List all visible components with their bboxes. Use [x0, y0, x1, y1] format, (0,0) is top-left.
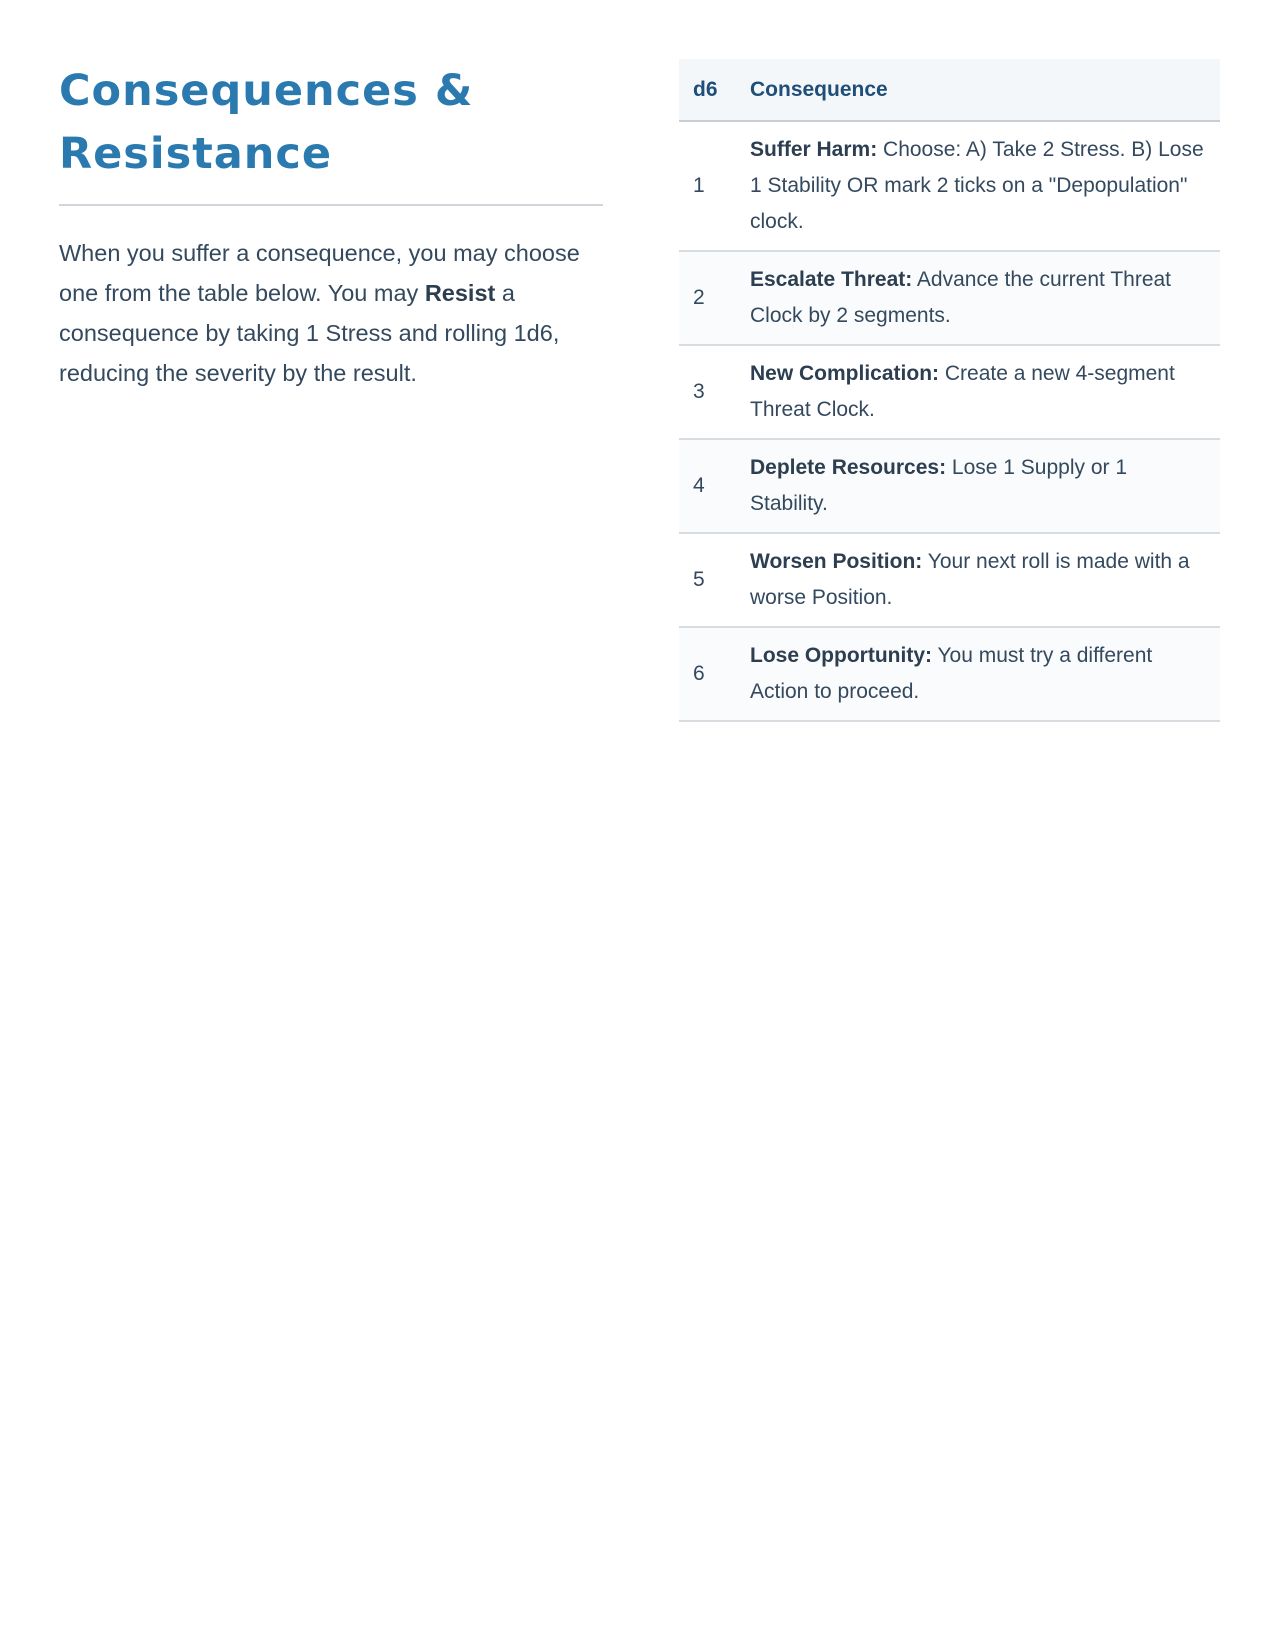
- consequence-cell: [736, 251, 1220, 345]
- consequence-description: Your next roll is made with a worse Position.: [750, 550, 1190, 609]
- resist-keyword: Resist: [424, 280, 496, 306]
- table-row: [679, 251, 1220, 345]
- consequence-name: Worsen Position:: [750, 550, 923, 573]
- consequence-table: [679, 59, 1220, 722]
- consequence-description: You must try a different Action to proceed.: [750, 644, 1153, 703]
- left-column: [59, 60, 603, 393]
- consequence-description: Create a new 4-segment Threat Clock.: [750, 362, 1175, 421]
- consequence-name: New Complication:: [750, 362, 940, 385]
- roll-number: 5: [679, 533, 736, 627]
- table-row: [679, 627, 1220, 721]
- header-consequence: Consequence: [736, 59, 1220, 121]
- consequence-cell: [736, 533, 1220, 627]
- consequence-cell: [736, 345, 1220, 439]
- table-row: [679, 121, 1220, 251]
- consequence-cell: [736, 121, 1220, 251]
- consequence-name: Escalate Threat:: [750, 268, 913, 291]
- consequence-name: Suffer Harm:: [750, 138, 878, 161]
- roll-number: 3: [679, 345, 736, 439]
- table-row: [679, 533, 1220, 627]
- consequence-cell: [736, 439, 1220, 533]
- consequence-description: Lose 1 Supply or 1 Stability.: [750, 456, 1128, 515]
- consequence-description: Choose: A) Take 2 Stress. B) Lose 1 Stability OR mark 2 ticks on a "Depopulation" clock.: [750, 138, 1204, 233]
- consequence-name: Lose Opportunity:: [750, 644, 932, 667]
- table-header-row: [679, 59, 1220, 121]
- table-header: [679, 59, 1220, 121]
- roll-number: 1: [679, 121, 736, 251]
- intro-text-start: When you suffer a consequence, you may choose one from the table below. You may: [59, 240, 580, 306]
- intro-text-end: a consequence by taking 1 Stress and rolling 1d6, reducing the severity by the result.: [59, 280, 560, 386]
- intro-paragraph: [59, 233, 603, 393]
- consequence-name: Deplete Resources:: [750, 456, 947, 479]
- consequence-description: Advance the current Threat Clock by 2 segments.: [750, 268, 1172, 327]
- roll-number: 2: [679, 251, 736, 345]
- table-row: [679, 345, 1220, 439]
- header-d6: d6: [679, 59, 736, 121]
- roll-number: 6: [679, 627, 736, 721]
- section-title: Consequences & Resistance: [59, 60, 603, 206]
- table-body: [679, 121, 1220, 721]
- roll-number: 4: [679, 439, 736, 533]
- consequence-cell: [736, 627, 1220, 721]
- table-row: [679, 439, 1220, 533]
